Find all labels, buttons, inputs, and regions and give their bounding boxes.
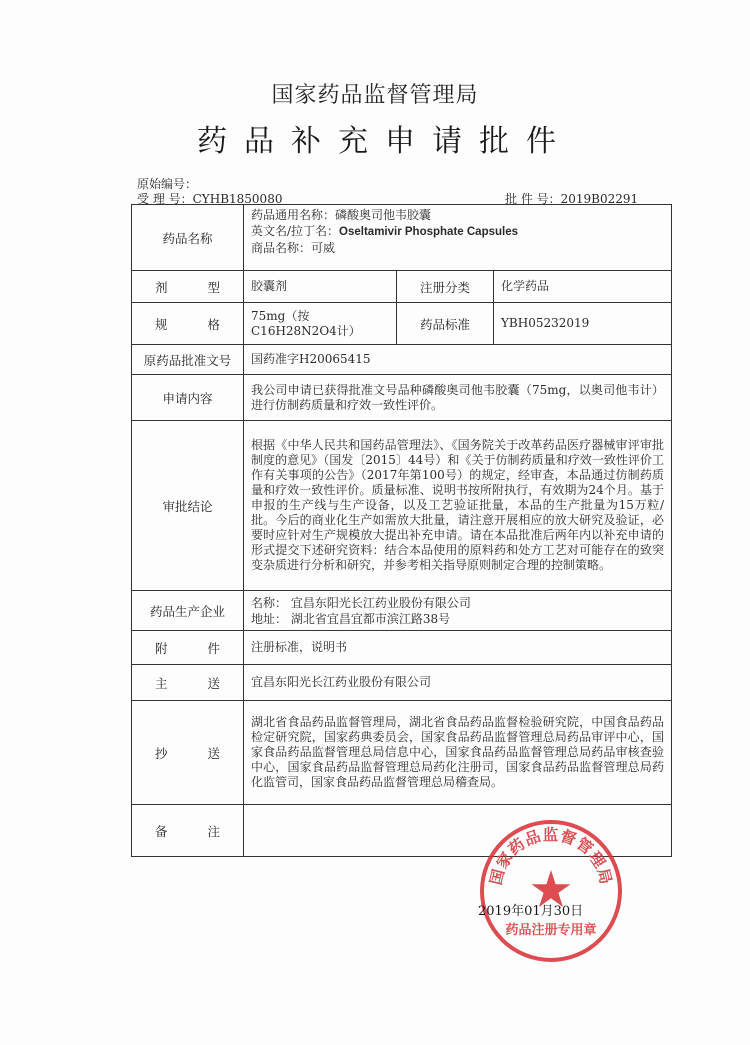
standard-value: YBH05232019 [494,303,672,345]
original-number: 原始编号： [137,177,198,191]
document-title: 药品补充申请批件 [197,124,573,159]
application-label: 申请内容 [132,375,244,421]
drug-name-row [132,205,672,271]
drug-name-cell [244,205,672,271]
manufacturer-address: 地址： 湖北省宜昌宜都市滨江路38号 [251,611,451,626]
reg-class-label: 注册分类 [397,271,494,303]
generic-name: 药品通用名称：磷酸奥司他韦胶囊 [251,208,432,222]
orig-approval-label: 原药品批准文号 [132,345,244,375]
manufacturer-label: 药品生产企业 [132,591,244,631]
seal-bottom-text: 药品注册专用章 [505,923,597,938]
cc-value: 湖北省食品药品监督管理局，湖北省食品药品监督检验研究院，中国食品药品检定研究院，国家药典委员会，国家食品药品监督管理总局药品审评中心，国家食品药品监督管理总局信息中心，国家食品药品监督管理总局药品审核查验中心，国家食品药品监督管理总局药化注册司，国家食品药品监督管理总局药化监管司，国家食品药品监督管理总局稽查局。 [244,701,672,805]
attachment-value: 注册标准，说明书 [244,631,672,665]
agency-name: 国家药品监督管理局 [271,83,479,108]
dosage-value: 胶囊剂 [244,271,397,303]
english-name-line [251,223,664,240]
manufacturer-name: 名称： 宜昌东阳光长江药业股份有限公司 [251,595,471,610]
dosage-label: 剂 型 [132,271,244,303]
conclusion-content: 根据《中华人民共和国药品管理法》、《国务院关于改革药品医疗器械审评审批制度的意见》（国发〔2015〕44号）和《关于仿制药质量和疗效一致性评价工作有关事项的公告》（2017年第100号）的规定，经审查，本品通过仿制药质量和疗效一致性评价。质量标准、说明书按所附执行，有效期为24个月。基于申报的生产线与生产设备，以及工艺验证批量，本品的生产批量为15万粒/批。今后的商业化生产如需放大批量，请注意开展相应的放大研究及验证，必要时应针对生产规模放大提出补充申请。请在本品批准后两年内以补充申请的形式提交下述研究资料：结合本品使用的原料药和处方工艺对可能存在的致突变杂质进行分析和研究，并参考相关指导原则制定合理的控制策略。 [244,421,672,591]
trade-name: 商品名称：可威 [251,241,336,255]
manufacturer-row [132,591,672,631]
conclusion-row [132,421,672,591]
send-to-row [132,665,672,701]
attachment-label: 附 件 [132,631,244,665]
attachment-row [132,631,672,665]
send-to-value: 宜昌东阳光长江药业股份有限公司 [244,665,672,701]
official-seal [478,818,624,964]
orig-approval-row [132,345,672,375]
conclusion-label: 审批结论 [132,421,244,591]
approval-form-table [131,204,672,857]
english-name-prefix: 英文名/拉丁名： [251,224,340,238]
acceptance-number: 受 理 号：CYHB1850080 [137,192,283,206]
spec-label: 规 格 [132,303,244,345]
approval-number: 批 件 号：2019B02291 [505,192,639,206]
seal-date: 2019年01月30日 [478,904,584,919]
spec-row [132,303,672,345]
standard-label: 药品标准 [397,303,494,345]
dosage-row [132,271,672,303]
application-row [132,375,672,421]
remarks-label: 备 注 [132,805,244,857]
cc-label: 抄 送 [132,701,244,805]
application-content: 我公司申请已获得批准文号品种磷酸奥司他韦胶囊（75mg，以奥司他韦计）进行仿制药质量和疗效一致性评价。 [244,375,672,421]
spec-value: 75mg（按C16H28N2O4计） [244,303,397,345]
orig-approval-value: 国药准字H20065415 [244,345,672,375]
manufacturer-cell [244,591,672,631]
cc-row [132,701,672,805]
english-name: Oseltamivir Phosphate Capsules [339,226,518,238]
send-to-label: 主 送 [132,665,244,701]
reg-class-value: 化学药品 [494,271,672,303]
seal-agency-text: 国家药品监督管理局 [486,826,616,887]
drug-name-label: 药品名称 [132,205,244,271]
